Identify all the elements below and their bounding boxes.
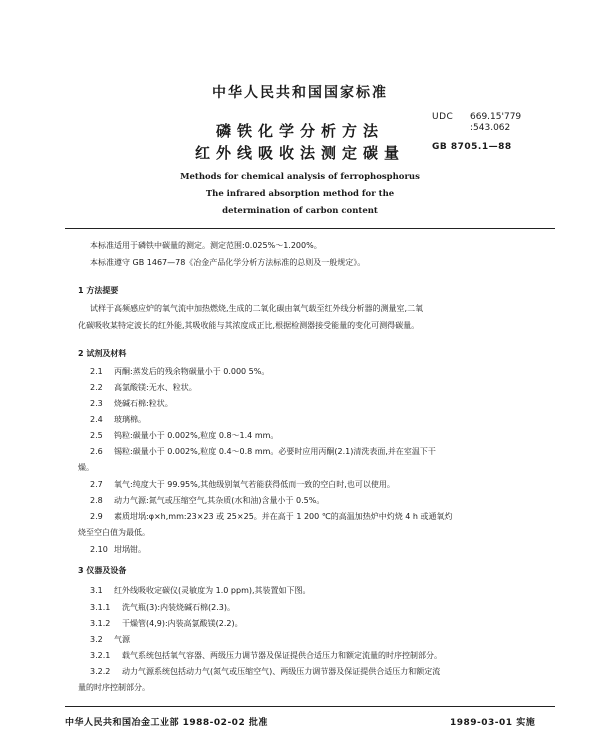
- item-text: 钨粒:碳量小于 0.002%,粒度 0.8～1.4 mm。: [114, 431, 279, 440]
- list-item: [90, 479, 395, 490]
- title-english-line3: determination of carbon content: [222, 206, 378, 216]
- scope-paragraph: 本标准适用于磷铁中碳量的测定。测定范围:0.025%～1.200%。: [90, 241, 322, 250]
- list-item-continuation: [78, 462, 94, 473]
- item-text: 载气系统包括氧气容器、两级压力调节器及保证提供合适压力和额定流量的时序控制部分。: [122, 651, 442, 660]
- list-item: [90, 398, 173, 409]
- section-3-heading: 3 仪器及设备: [78, 566, 127, 575]
- item-text: 动力气源:氮气或压缩空气,其杂质(水和油)含量小于 0.5%。: [114, 496, 325, 505]
- list-item-continuation: [78, 682, 150, 693]
- item-number: 3.2.2: [90, 667, 111, 676]
- title-chinese-line1: 磷铁化学分析方法: [215, 122, 384, 140]
- list-item: [90, 585, 311, 596]
- list-item: [90, 650, 442, 661]
- item-text: 量的时序控制部分。: [78, 683, 150, 692]
- list-item: [90, 618, 243, 629]
- item-number: 3.1: [90, 586, 103, 595]
- list-item: [90, 430, 278, 441]
- reference-paragraph: 本标准遵守 GB 1467—78《冶金产品化学分析方法标准的总则及一般规定》。: [90, 258, 366, 267]
- title-english-line2: The infrared absorption method for the: [205, 189, 395, 199]
- section-1-heading: 1 方法提要: [78, 286, 119, 295]
- item-text: 玻璃棉。: [114, 415, 146, 424]
- item-number: 3.1.2: [90, 619, 111, 628]
- list-item: [90, 666, 440, 677]
- item-text: 烧至空白值为最低。: [78, 528, 150, 537]
- title-chinese-line2: 红外线吸收法测定碳量: [194, 144, 405, 162]
- udc-code-line1: 669.15'779: [470, 112, 522, 122]
- item-text: 氧气:纯度大于 99.95%,其他级别氧气若能获得低而一致的空白时,也可以使用。: [114, 480, 395, 489]
- item-number: 2.9: [90, 512, 103, 521]
- item-number: 2.2: [90, 383, 103, 392]
- item-text: 锡粒:碳量小于 0.002%,粒度 0.4～0.8 mm。必要时应用丙酮(2.1)清洗表面,并在室温下干: [114, 447, 436, 456]
- item-number: 2.8: [90, 496, 103, 505]
- item-text: 洗气瓶(3):内装烧碱石棉(2.3)。: [122, 603, 235, 612]
- section-2-heading: 2 试剂及材料: [78, 349, 127, 358]
- effective-date: 1989-03-01 实施: [450, 718, 536, 728]
- item-number: 2.7: [90, 480, 103, 489]
- item-text: 动力气源系统包括动力气(氮气或压缩空气)、两级压力调节器及保证提供合适压力和额定流: [122, 667, 441, 676]
- item-text: 干燥管(4,9):内装高氯酸镁(2.2)。: [122, 619, 243, 628]
- list-item: [90, 544, 146, 555]
- list-item-continuation: [78, 527, 150, 538]
- list-item: [90, 495, 324, 506]
- footer-divider: [65, 706, 555, 707]
- item-text: 烧碱石棉:粒状。: [114, 399, 173, 408]
- item-number: 3.2.1: [90, 651, 111, 660]
- national-standard-title: 中华人民共和国国家标准: [212, 85, 388, 101]
- item-text: 燥。: [78, 463, 94, 472]
- approval-note: 中华人民共和国冶金工业部 1988-02-02 批准: [65, 718, 268, 728]
- item-number: 3.2: [90, 635, 103, 644]
- udc-label: UDC: [432, 112, 454, 122]
- item-number: 3.1.1: [90, 603, 111, 612]
- item-number: 2.5: [90, 431, 103, 440]
- udc-code-line2: :543.062: [470, 123, 511, 133]
- item-number: 2.4: [90, 415, 103, 424]
- list-item: [90, 446, 436, 457]
- item-text: 红外线吸收定碳仪(灵敏度为 1.0 ppm),其装置如下图。: [114, 586, 311, 595]
- item-text: 气源: [114, 635, 130, 644]
- gb-code: GB 8705.1—88: [432, 142, 512, 152]
- item-number: 2.3: [90, 399, 103, 408]
- section-1-text-line1: 试样于高频感应炉的氧气流中加热燃烧,生成的二氧化碳由氧气载至红外线分析器的测量室,二氧: [90, 304, 424, 313]
- item-number: 2.10: [90, 545, 108, 554]
- item-text: 坩埚钳。: [114, 545, 146, 554]
- item-text: 素质坩埚:φ×h,mm:23×23 或 25×25。并在高于 1 200 ℃的高温加热炉中灼烧 4 h 或通氧灼: [114, 512, 453, 521]
- header-divider: [65, 228, 555, 229]
- list-item: [90, 602, 235, 613]
- list-item: [90, 634, 130, 645]
- list-item: [90, 511, 453, 522]
- section-1-text-line2: 化碳吸收某特定波长的红外能,其吸收能与其浓度成正比,根据检测器接受能量的变化可测得碳量。: [78, 321, 420, 330]
- title-english-line1: Methods for chemical analysis of ferrophosphorus: [180, 172, 420, 182]
- item-number: 2.1: [90, 367, 103, 376]
- list-item: [90, 366, 269, 377]
- list-item: [90, 414, 146, 425]
- list-item: [90, 382, 197, 393]
- item-number: 2.6: [90, 447, 103, 456]
- item-text: 丙酮:蒸发后的残余物碳量小于 0.000 5%。: [114, 367, 270, 376]
- item-text: 高氯酸镁:无水、粒状。: [114, 383, 197, 392]
